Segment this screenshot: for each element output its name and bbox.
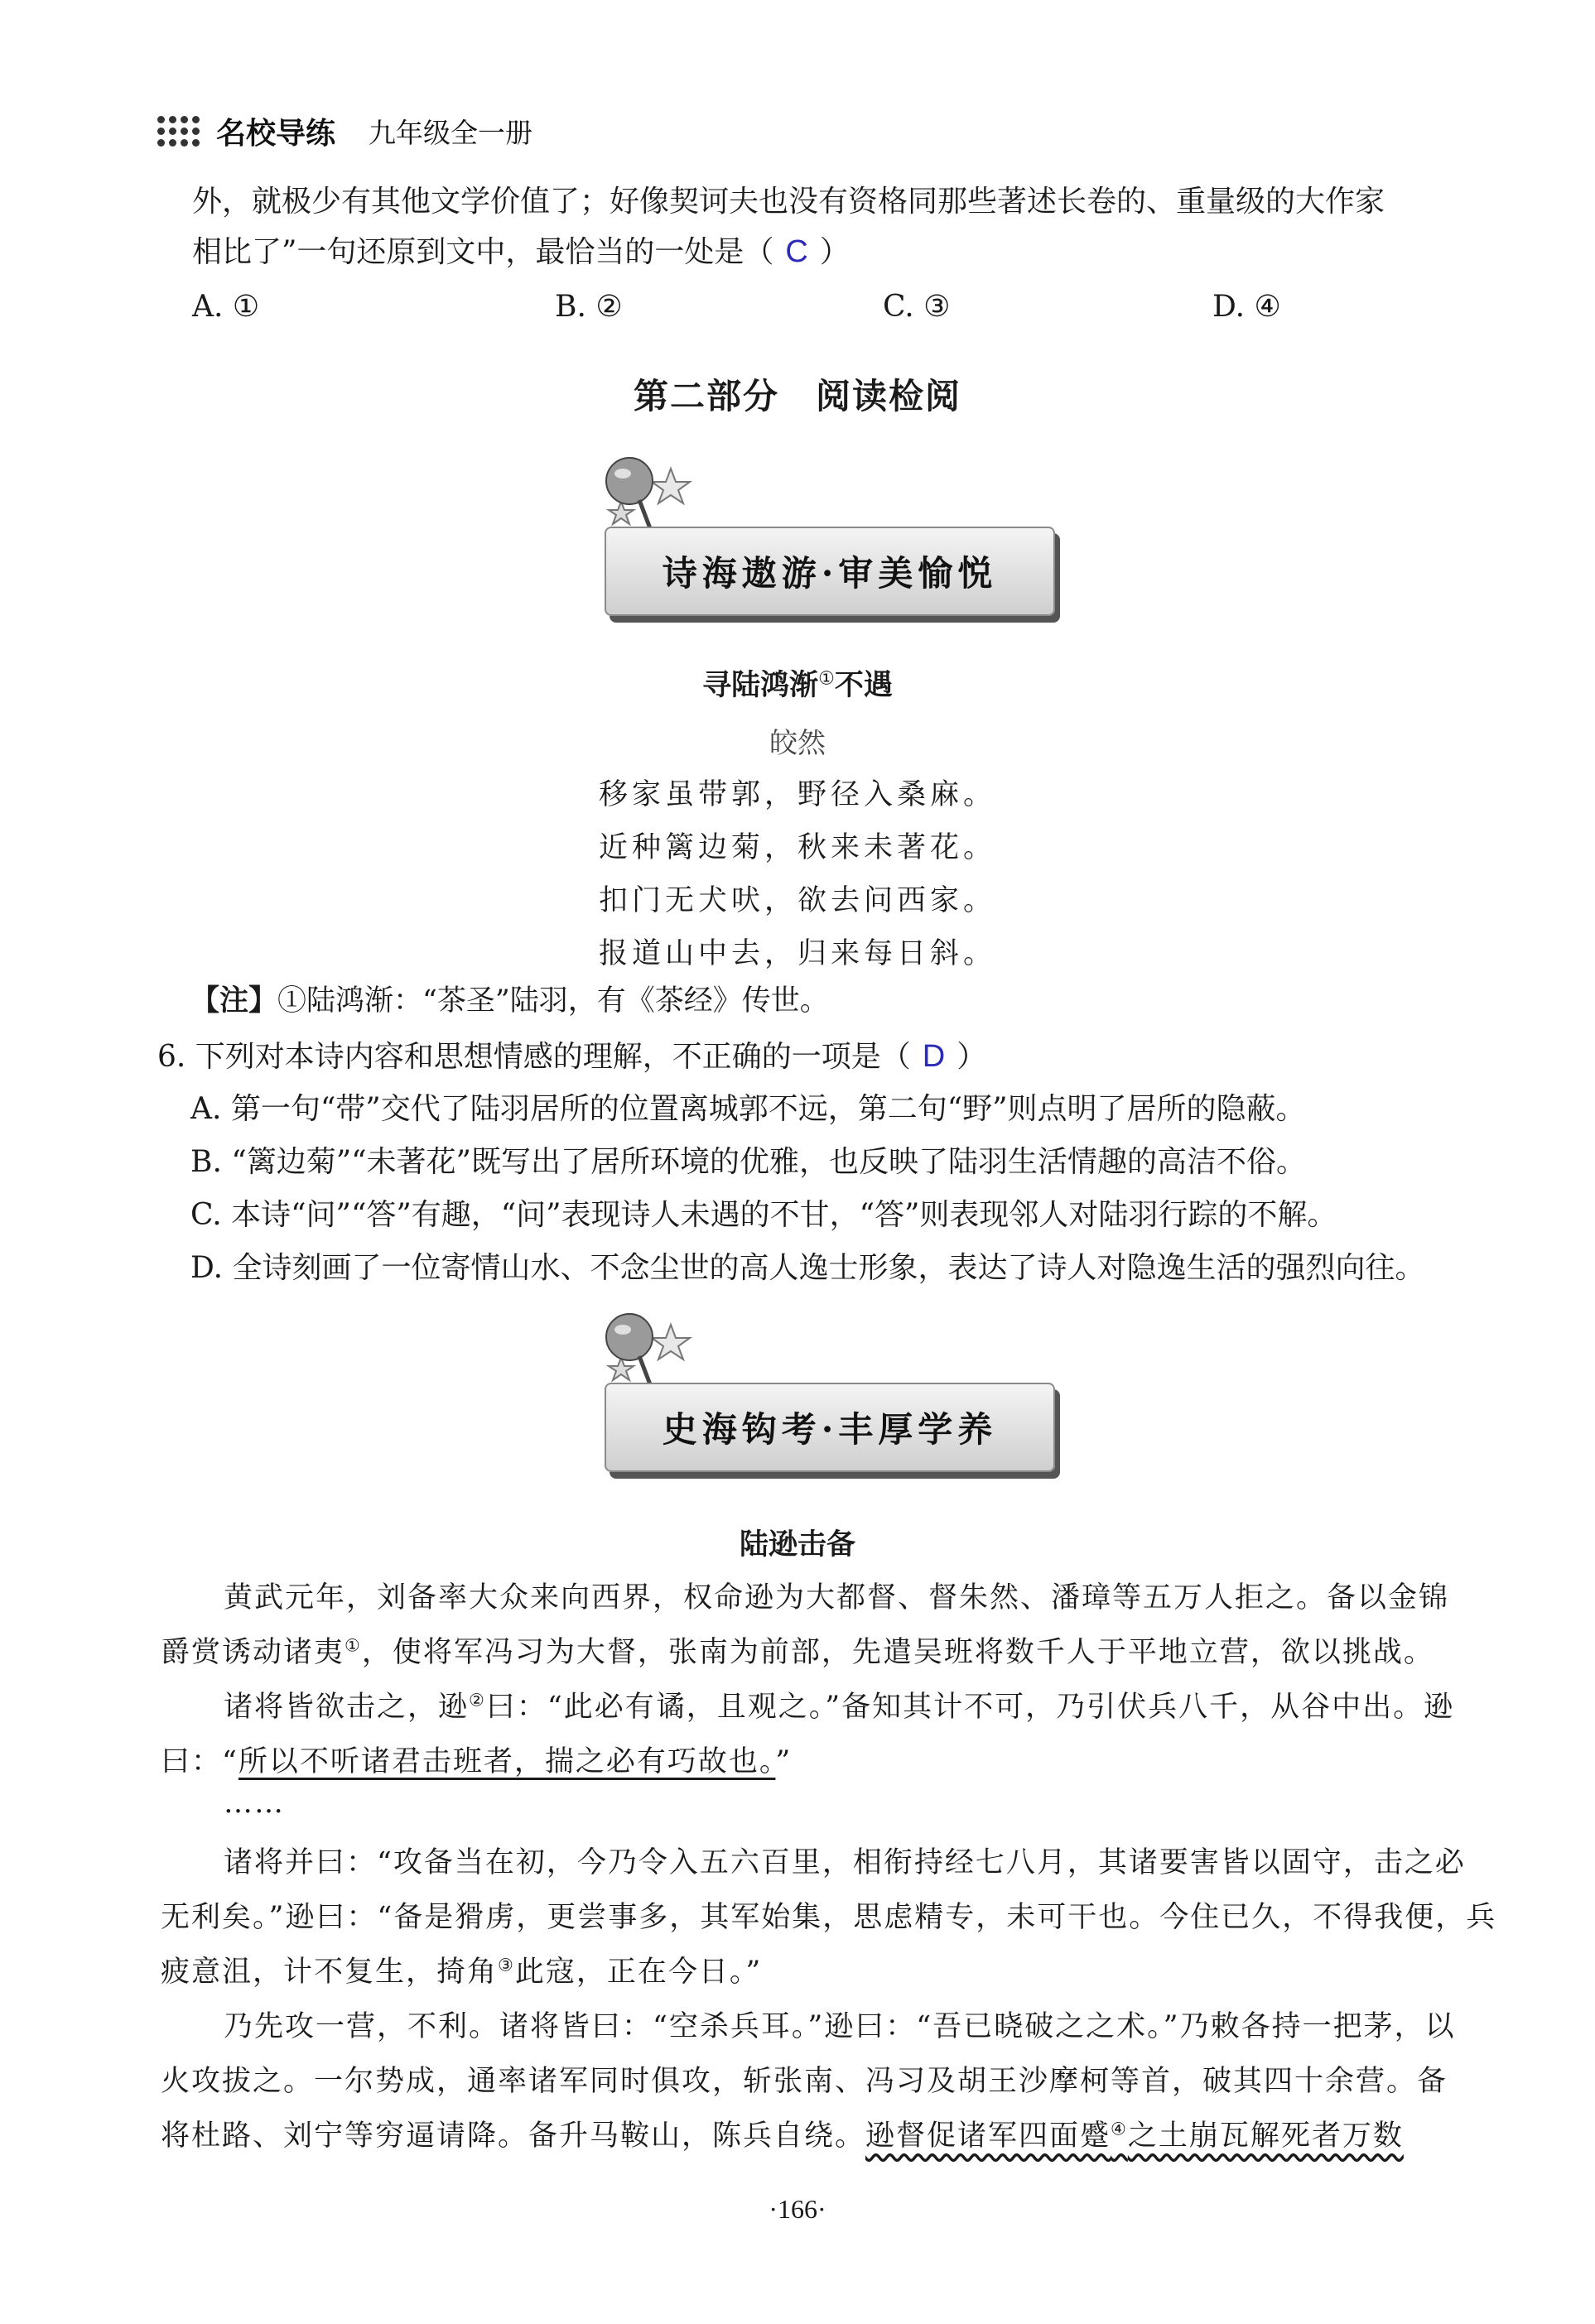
section-banner-history-box [605,1383,1055,1472]
poem-line: 近种篱边菊，秋来未著花。 [598,831,996,864]
poem-title: 寻陆鸿渐①不遇 [702,668,893,702]
passage-line: 将杜路、刘宁等穷逼请降。备升马鞍山，陈兵自绕。逊督促诸军四面蹙④之土崩瓦解死者万数 [161,2119,1404,2153]
passage-line: 火攻拔之。一尔势成，通率诸军同时俱攻，斩张南、冯习及胡王沙摩柯等首，破其四十余营。备 [161,2065,1448,2098]
page-number: ·166· [769,2194,826,2224]
q5-option-b: B. ② [555,290,623,324]
passage-ellipsis: …… [224,1787,285,1820]
passage-line: 黄武元年，刘备率大众来向西界，权命逊为大都督、督朱然、潘璋等五万人拒之。备以金锦 [224,1581,1450,1614]
note-mark: 【注】 [190,984,278,1018]
poem-line: 扣门无犬吠，欲去问西家。 [598,884,996,917]
section-banner-poetry-box [605,527,1055,616]
q5-option-d: D. ④ [1212,290,1281,324]
header-dots-icon [157,116,200,147]
q6-answer: D [922,1039,946,1074]
note-text: ①陆鸿渐：“茶圣”陆羽，有《茶经》传世。 [277,984,829,1018]
footnote-marker: ② [469,1690,486,1711]
footnote-marker: ④ [1111,2119,1128,2139]
poem-line: 移家虽带郭，野径入桑麻。 [598,778,996,811]
page-header [157,106,532,156]
passage-title: 陆逊击备 [739,1528,855,1561]
q6-stem: 6. 下列对本诗内容和思想情感的理解，不正确的一项是（ D ） [157,1039,987,1074]
section-banner-poetry-label: 诗海遨游·审美愉悦 [662,553,998,594]
section-banner-history-label: 史海钩考·丰厚学养 [662,1409,998,1450]
book-grade: 九年级全一册 [369,116,533,149]
q5-answer: C [785,234,808,269]
poem-author: 皎然 [769,727,826,760]
part-number: 第二部分 [633,376,779,416]
passage-line: 无利矣。”逊曰：“备是猾虏，更尝事多，其军始集，思虑精专，未可干也。今住已久，不得我便，兵 [161,1901,1497,1934]
wavy-underlined-sentence: 逊督促诸军四面蹙④之土崩瓦解死者万数 [865,2119,1404,2153]
part-name: 阅读检阅 [816,376,962,416]
q5-line2-prefix: 相比了”一句还原到文中，最恰当的一处是（ [192,235,774,269]
book-series: 名校导练 [216,116,336,151]
part-title [0,369,1595,419]
passage-line: 乃先攻一营，不利。诸将皆曰：“空杀兵耳。”逊曰：“吾已晓破之之术。”乃敕各持一把茅，以 [224,2010,1456,2043]
footnote-marker: ③ [498,1955,515,1975]
q6-option-a: A. 第一句“带”交代了陆羽居所的位置离城郭不远，第二句“野”则点明了居所的隐蔽。 [190,1092,1306,1126]
poem-note [190,984,829,1018]
underlined-sentence: 所以不听诸君击班者，揣之必有巧故也。 [238,1745,776,1778]
passage-line: 疲意沮，计不复生，掎角③此寇，正在今日。” [161,1955,763,1989]
q6-option-c: C. 本诗“问”“答”有趣，“问”表现诗人未遇的不甘，“答”则表现邻人对陆羽行踪的不解。 [190,1198,1337,1232]
q5-line2 [192,233,850,272]
q5-line2-suffix: ） [819,235,850,269]
passage-line: 诸将并曰：“攻备当在初，今乃令入五六百里，相衔持经七八月，其诸要害皆以固守，击之必 [224,1846,1466,1879]
passage-line: 曰：“所以不听诸君击班者，揣之必有巧故也。” [161,1745,793,1778]
passage-line: 诸将皆欲击之，逊②曰：“此必有谲，且观之。”备知其计不可，乃引伏兵八千，从谷中出。逊 [224,1690,1455,1724]
q5-option-a: A. ① [192,290,260,324]
q5-option-c: C. ③ [883,290,951,324]
q6-option-d: D. 全诗刻画了一位寄情山水、不念尘世的高人逸士形象，表达了诗人对隐逸生活的强烈向往。 [190,1251,1425,1285]
section-banner-history [580,1350,1027,1450]
passage-line: 爵赏诱动诸夷①，使将军冯习为大督，张南为前部，先遣吴班将数千人于平地立营，欲以挑战。 [161,1635,1434,1669]
poem-line: 报道山中去，归来每日斜。 [598,937,996,970]
q5-line1: 外，就极少有其他文学价值了；好像契诃夫也没有资格同那些著述长卷的、重量级的大作家 [192,185,1385,219]
section-banner-poetry [580,493,1027,594]
q6-option-b: B. “篱边菊”“未著花”既写出了居所环境的优雅，也反映了陆羽生活情趣的高洁不俗。 [190,1145,1306,1179]
poem-title-note: ① [818,668,835,690]
footnote-marker: ① [345,1635,362,1656]
